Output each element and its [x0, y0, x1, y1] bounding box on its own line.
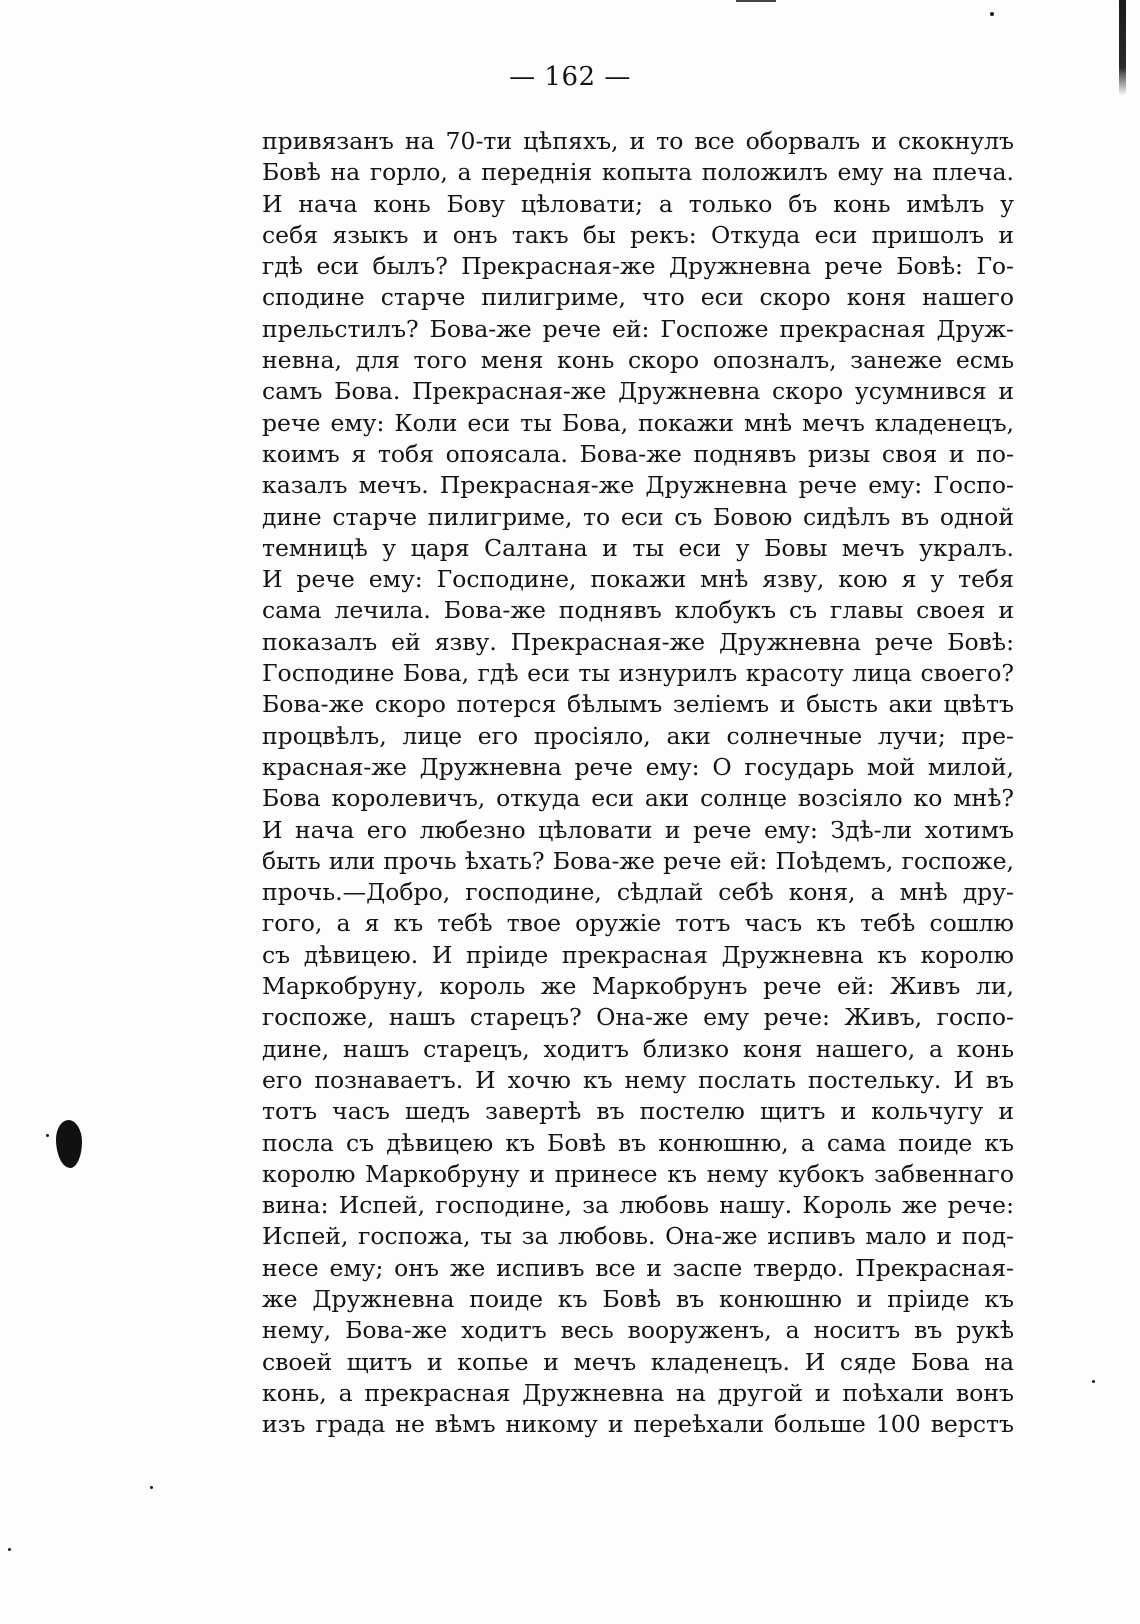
text-line: нему, Бова-же ходитъ весь вооруженъ, а носитъ въ рукѣ: [262, 1316, 1014, 1345]
ink-blot: [56, 1120, 82, 1168]
text-line: самъ Бова. Прекрасная-же Дружневна скоро усумнився и: [262, 377, 1014, 406]
text-line: Испей, госпожа, ты за любовь. Она-же испивъ мало и под-: [262, 1222, 1014, 1251]
text-line: Бовѣ на горло, а переднія копыта положилъ ему на плеча.: [262, 158, 1014, 187]
text-line: темницѣ у царя Салтана и ты еси у Бовы мечъ укралъ.: [262, 533, 1014, 562]
text-line: Бова-же скоро потерся бѣлымъ зеліемъ и бысть аки цвѣтъ: [262, 690, 1014, 719]
text-line: красная-же Дружневна рече ему: О государь мой милой,: [262, 752, 1014, 781]
text-line: быть или прочь ѣхать? Бова-же рече ей: Поѣдемъ, госпоже,: [262, 846, 1014, 875]
text-line: гого, а я къ тебѣ твое оружіе тотъ часъ къ тебѣ сошлю: [262, 909, 1014, 938]
scan-speck: [8, 1548, 11, 1551]
text-line: невна, для того меня конь скоро опозналъ, занеже есмь: [262, 346, 1014, 375]
text-line: несе ему; онъ же испивъ все и заспе твердо. Прекрасная-: [262, 1253, 1014, 1282]
text-line: же Дружневна поиде къ Бовѣ въ конюшню и пріиде къ: [262, 1284, 1014, 1313]
text-line: рече ему: Коли еси ты Бова, покажи мнѣ мечъ кладенецъ,: [262, 408, 1014, 437]
text-line: госпоже, нашъ старецъ? Она-же ему рече: Живъ, госпо-: [262, 1003, 1014, 1032]
scan-speck: [1092, 1380, 1095, 1383]
text-line: Маркобруну, король же Маркобрунъ рече ей: Живъ ли,: [262, 972, 1014, 1001]
page-number: — 162 —: [509, 62, 631, 92]
text-line: вина: Испей, господине, за любовь нашу. Король же рече:: [262, 1191, 1014, 1220]
text-line: его познаваетъ. И хочю къ нему послать постельку. И въ: [262, 1065, 1014, 1094]
text-line: сподине старче пилигриме, что еси скоро коня нашего: [262, 283, 1014, 312]
text-line: прельстилъ? Бова-же рече ей: Госпоже прекрасная Друж-: [262, 314, 1014, 343]
text-line: И нача конь Бову цѣловати; а только бъ конь имѣлъ у: [262, 189, 1014, 218]
text-line: дине, нашъ старецъ, ходитъ близко коня нашего, а конь: [262, 1034, 1014, 1063]
text-line: Бова королевичъ, откуда еси аки солнце возсіяло ко мнѣ?: [262, 784, 1014, 813]
text-line: казалъ мечъ. Прекрасная-же Дружневна рече ему: Госпо-: [262, 471, 1014, 500]
text-line: конь, а прекрасная Дружневна на другой и поѣхали вонъ: [262, 1378, 1014, 1407]
scan-speck: [46, 1134, 49, 1137]
text-line: процвѣлъ, лице его просіяло, аки солнечные лучи; пре-: [262, 721, 1014, 750]
text-line: прочь.—Добро, господине, сѣдлай себѣ коня, а мнѣ дру-: [262, 878, 1014, 907]
text-line: съ дѣвицею. И пріиде прекрасная Дружневна къ королю: [262, 940, 1014, 969]
text-line: гдѣ еси былъ? Прекрасная-же Дружневна рече Бовѣ: Го-: [262, 252, 1014, 281]
text-line: королю Маркобруну и принесе къ нему кубокъ забвеннаго: [262, 1159, 1014, 1188]
scan-mark: [736, 0, 776, 2]
text-line: показалъ ей язву. Прекрасная-же Дружневна рече Бовѣ:: [262, 627, 1014, 656]
scan-speck: [150, 1486, 153, 1489]
text-line: Господине Бова, гдѣ еси ты изнурилъ красоту лица своего?: [262, 659, 1014, 688]
text-line: тотъ часъ шедъ завертѣ въ постелю щитъ и кольчугу и: [262, 1097, 1014, 1126]
text-line: сама лечила. Бова-же поднявъ клобукъ съ главы своея и: [262, 596, 1014, 625]
text-line: посла съ дѣвицею къ Бовѣ въ конюшню, а сама поиде къ: [262, 1128, 1014, 1157]
text-line: изъ града не вѣмъ никому и переѣхали больше 100 верстъ: [262, 1410, 1014, 1439]
scan-speck: [990, 12, 994, 16]
text-line: коимъ я тобя опоясала. Бова-же поднявъ ризы своя и по-: [262, 439, 1014, 468]
text-line: привязанъ на 70-ти цѣпяхъ, и то все оборвалъ и скокнулъ: [262, 127, 1014, 155]
text-line: И нача его любезно цѣловати и рече ему: Здѣ-ли хотимъ: [262, 815, 1014, 844]
text-line: своей щитъ и копье и мечъ кладенецъ. И сяде Бова на: [262, 1347, 1014, 1376]
text-line: дине старче пилигриме, то еси съ Бовою сидѣлъ въ одной: [262, 502, 1014, 531]
body-text: [262, 126, 1014, 1440]
text-line: И рече ему: Господине, покажи мнѣ язву, кою я у тебя: [262, 565, 1014, 594]
text-line: себя языкъ и онъ такъ бы рекъ: Откуда еси пришолъ и: [262, 220, 1014, 249]
